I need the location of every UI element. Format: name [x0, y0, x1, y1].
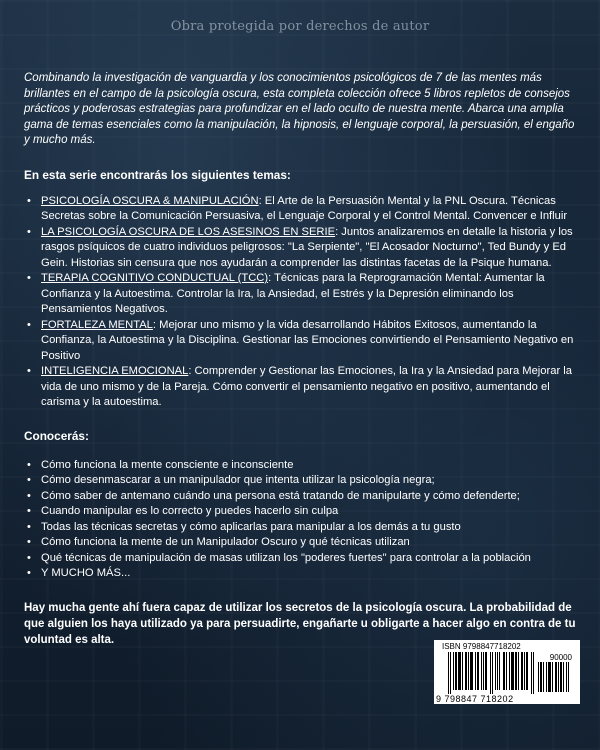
barcode-bar [506, 652, 507, 690]
point-item [24, 473, 580, 489]
barcode-bars-icon [448, 652, 536, 694]
bullet-icon: • [27, 272, 31, 284]
barcode-bar [497, 652, 498, 690]
topic-title: TERAPIA COGNITIVO CONDUCTUAL (TCC) [41, 272, 269, 284]
points-list [24, 458, 580, 582]
barcode-bar [560, 662, 562, 692]
point-item [24, 458, 580, 474]
point-text: Y MUCHO MÁS... [41, 567, 131, 579]
bullet-icon: • [27, 551, 31, 564]
barcode-bar [558, 662, 559, 692]
isbn-label: ISBN 9798847718202 [442, 642, 521, 651]
barcode-bar [453, 652, 454, 690]
point-text: Cómo desenmascarar a un manipulador que intenta utilizar la psicología negra; [41, 474, 435, 486]
barcode-digits: 9 798847 718202 [436, 694, 514, 704]
barcode-bar [462, 652, 463, 690]
price-code: 90000 [549, 653, 572, 662]
topic-title: PSICOLOGÍA OSCURA & MANIPULACIÓN [41, 194, 259, 207]
know-heading: Conocerás: [24, 428, 89, 443]
topic-item [24, 364, 580, 411]
bullet-icon: • [27, 505, 31, 517]
barcode-bar [526, 652, 528, 690]
barcode-bar [458, 652, 461, 690]
bullet-icon: • [27, 365, 31, 377]
barcode-bar [448, 652, 449, 694]
barcode-bar [450, 652, 451, 694]
bullet-icon: • [27, 474, 31, 486]
barcode-bar [492, 652, 493, 694]
point-item [24, 489, 580, 505]
barcode-bar [481, 652, 482, 690]
barcode-bar [531, 652, 532, 694]
point-text: Cómo funciona la mente consciente e inconsciente [41, 458, 294, 471]
bullet-icon: • [27, 318, 31, 331]
topic-text: : Juntos analizaremos en detalle la historia y los rasgos psíquicos de cuatro individuos peligrosos: "La Serpiente", "El Acosador Nocturno", Ted Bundy y Ed Gein. Historias sin censura que nos ayudarán a comprender las distintas facetas de la Psique humana. [41, 225, 573, 269]
barcode-bar [455, 652, 457, 690]
barcode-bar [566, 662, 567, 692]
intro-paragraph: Combinando la investigación de vanguardia y los conocimientos psicológicos de 7 de las mentes más brillantes en el campo de la psicología oscura, esta completa colección ofrece 5 libros repletos de consejos prácticos y poderosas estrategias para profundizar en el lado oculto de nuestra mente. Abarca una amplia gama de temas esenciales como la manipulación, la hipnosis, el lenguaje corporal, la persuasión, el engaño y mucho más. [24, 72, 575, 146]
copyright-watermark-top: Obra protegida por derechos de autor [170, 19, 430, 34]
bullet-icon: • [27, 567, 31, 579]
barcode-bar [468, 652, 469, 690]
bullet-icon: • [27, 458, 31, 471]
bullet-icon: • [27, 194, 31, 207]
barcode-bar [540, 662, 542, 692]
barcode-bar [543, 662, 544, 692]
barcode-bar [490, 652, 491, 694]
point-text: Qué técnicas de manipulación de masas utilizan los "poderes fuertes" para controlar a la población [41, 551, 531, 564]
topic-text: : Comprender y Gestionar las Emociones, la Ira y la Ansiedad para Mejorar la vida de uno mismo y de la Pareja. Cómo convertir el pensamiento negativo en positivo, aumentando el carisma y la autoestima. [41, 365, 573, 408]
barcode-bar [465, 652, 467, 690]
barcode-bar [503, 652, 505, 690]
point-text: Todas las técnicas secretas y cómo aplicarlas para manipular a los demás a tu gusto [41, 520, 461, 533]
barcode-bar [538, 662, 539, 692]
topic-title: LA PSICOLOGÍA OSCURA DE LOS ASESINOS EN SERIE [41, 225, 336, 238]
point-item [24, 504, 580, 520]
barcode-bar [568, 662, 569, 692]
barcode-bar [555, 662, 557, 692]
topic-item [24, 225, 580, 272]
isbn-barcode [434, 640, 580, 704]
barcode-bar [477, 652, 479, 690]
topic-text: : Técnicas para la Reprogramación Mental: Aumentar la Confianza y la Autoestima. Controlar la Ira, la Ansiedad, el Estrés y la Depresión eliminando los Pensamientos Negativos. [41, 272, 545, 315]
topic-item [24, 318, 580, 365]
point-text: Cómo funciona la mente de un Manipulador Oscuro y qué técnicas utilizan [41, 536, 410, 548]
topic-title: FORTALEZA MENTAL [41, 318, 153, 331]
barcode-bar [470, 652, 473, 690]
barcode-bar [548, 662, 551, 692]
barcode-bar [546, 662, 547, 692]
back-cover-text [24, 71, 580, 648]
barcode-bar [495, 652, 496, 690]
barcode-bar [552, 662, 553, 692]
barcode-bar [499, 652, 500, 690]
barcode-bar [518, 652, 519, 690]
barcode-bar [475, 652, 476, 690]
barcode-bar [524, 652, 525, 690]
barcode-bar [563, 662, 564, 692]
topic-text: : Mejorar uno mismo y la vida desarrollando Hábitos Exitosos, aumentando la Confianza, la Autoestima y la Disciplina. Gestionar las Emociones convirtiendo el Pensamiento Negativo en Positivo [41, 318, 574, 362]
bullet-icon: • [27, 489, 31, 502]
barcode-bar [521, 652, 523, 690]
point-item [24, 535, 580, 551]
barcode-bar [509, 652, 510, 690]
point-item [24, 520, 580, 536]
series-heading: En esta serie encontrarás los siguientes temas: [24, 167, 291, 182]
barcode-addon-bars-icon [538, 662, 572, 694]
topic-item [24, 194, 580, 225]
barcode-bar [483, 652, 484, 690]
point-item [24, 566, 580, 582]
topic-text: : El Arte de la Persuasión Mental y la PNL Oscura. Técnicas Secretas sobre la Comunicación Persuasiva, el Lenguaje Corporal y el Control Mental. Convencer e Influir [41, 194, 568, 222]
topic-item [24, 271, 580, 318]
barcode-bar [485, 652, 487, 690]
bullet-icon: • [27, 520, 31, 533]
bullet-icon: • [27, 225, 31, 238]
barcode-bar [511, 652, 514, 690]
closing-paragraph: Hay mucha gente ahí fuera capaz de utilizar los secretos de la psicología oscura. La probabilidad de que alguien los haya utilizado ya para persuadirte, engañarte u obligarte a hacer algo en contra de tu voluntad es alta. [24, 601, 576, 646]
point-text: Cuando manipular es lo correcto y puedes hacerlo sin culpa [41, 505, 339, 517]
point-text: Cómo saber de antemano cuándo una persona está tratando de manipularte y cómo defenderte; [41, 489, 520, 502]
barcode-bar [533, 652, 534, 694]
barcode-bar [515, 652, 517, 690]
bullet-icon: • [27, 536, 31, 548]
point-item [24, 551, 580, 567]
topics-list [24, 194, 580, 411]
topic-title: INTELIGENCIA EMOCIONAL [41, 365, 189, 377]
